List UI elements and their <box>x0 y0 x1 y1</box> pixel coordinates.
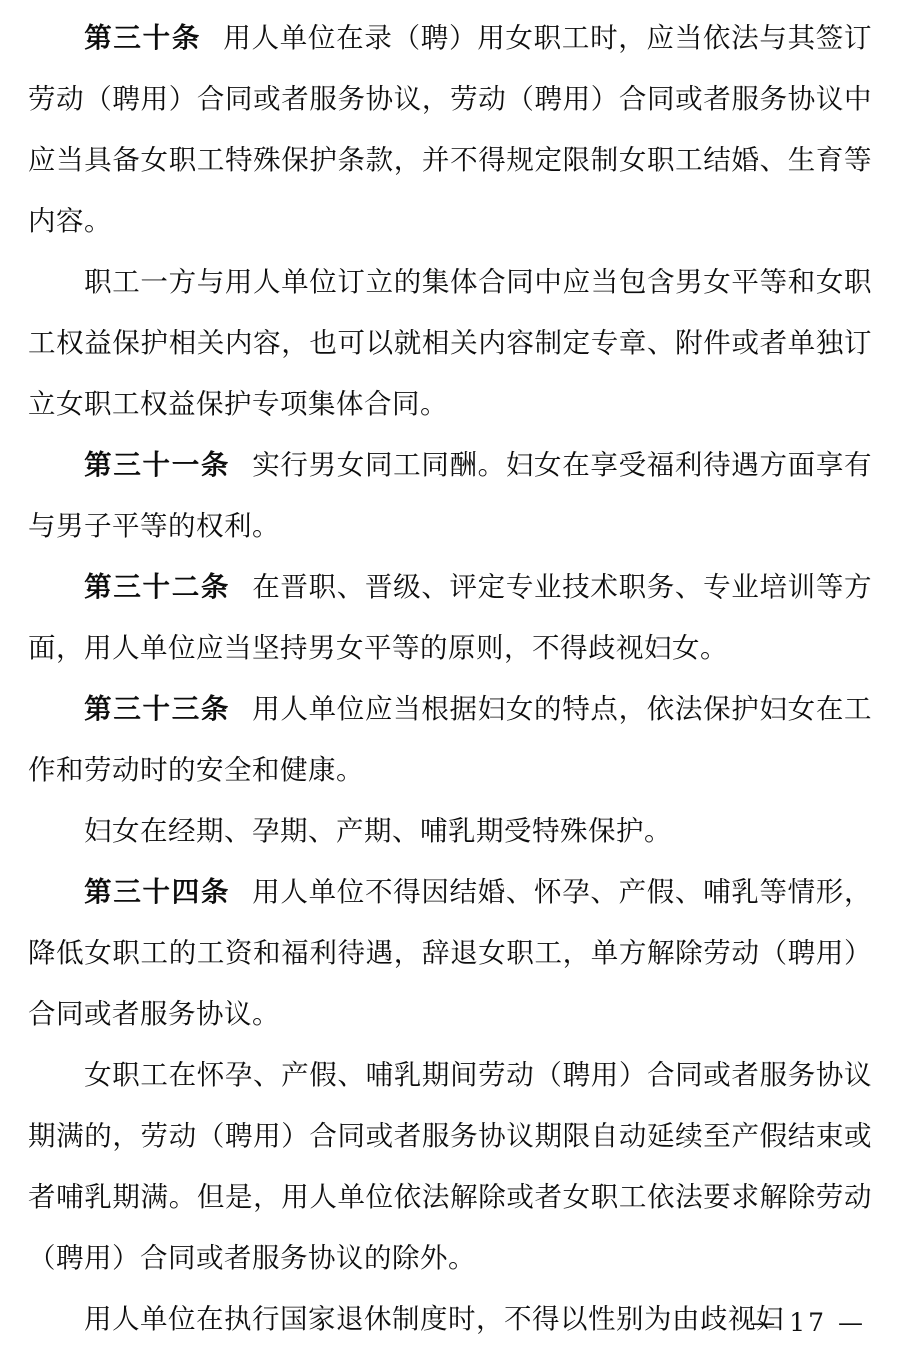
paragraph-text: 实行男女同工同酬。妇女在享受福利待遇方面享有与男子平等的权利。 <box>28 449 873 542</box>
article-paragraph <box>28 252 872 435</box>
paragraph-text: 妇女在经期、孕期、产期、哺乳期受特殊保护。 <box>84 815 672 847</box>
article-number: 第三十一条 <box>84 449 231 481</box>
article-number: 第三十二条 <box>84 571 231 603</box>
paragraph-text: 用人单位在录（聘）用女职工时，应当依法与其签订劳动（聘用）合同或者服务协议，劳动（聘用）合同或者服务协议中应当具备女职工特殊保护条款，并不得规定限制女职工结婚、生育等内容。 <box>28 22 873 237</box>
page-number: — 17 — <box>750 1308 866 1337</box>
article-paragraph <box>28 557 872 679</box>
paragraph-text: 职工一方与用人单位订立的集体合同中应当包含男女平等和女职工权益保护相关内容，也可以就相关内容制定专章、附件或者单独订立女职工权益保护专项集体合同。 <box>28 266 872 420</box>
article-paragraph <box>28 1045 872 1289</box>
article-paragraph <box>28 435 872 557</box>
article-paragraph <box>28 801 872 862</box>
article-number: 第三十四条 <box>84 876 231 908</box>
article-paragraph <box>28 1289 872 1350</box>
paragraph-text: 用人单位不得因结婚、怀孕、产假、哺乳等情形，降低女职工的工资和福利待遇，辞退女职工，单方解除劳动（聘用）合同或者服务协议。 <box>28 876 873 1030</box>
paragraph-text: 在晋职、晋级、评定专业技术职务、专业培训等方面，用人单位应当坚持男女平等的原则，不得歧视妇女。 <box>28 571 873 664</box>
paragraph-text: 用人单位应当根据妇女的特点，依法保护妇女在工作和劳动时的安全和健康。 <box>28 693 873 786</box>
article-paragraph <box>28 862 872 1045</box>
article-number: 第三十条 <box>84 22 202 54</box>
article-paragraph <box>28 8 872 252</box>
article-number: 第三十三条 <box>84 693 231 725</box>
article-paragraph <box>28 679 872 801</box>
paragraph-text: 用人单位在执行国家退休制度时，不得以性别为由歧视妇 <box>84 1303 784 1335</box>
paragraph-text: 女职工在怀孕、产假、哺乳期间劳动（聘用）合同或者服务协议期满的，劳动（聘用）合同或者服务协议期限自动延续至产假结束或者哺乳期满。但是，用人单位依法解除或者女职工依法要求解除劳动（聘用）合同或者服务协议的除外。 <box>28 1059 872 1274</box>
